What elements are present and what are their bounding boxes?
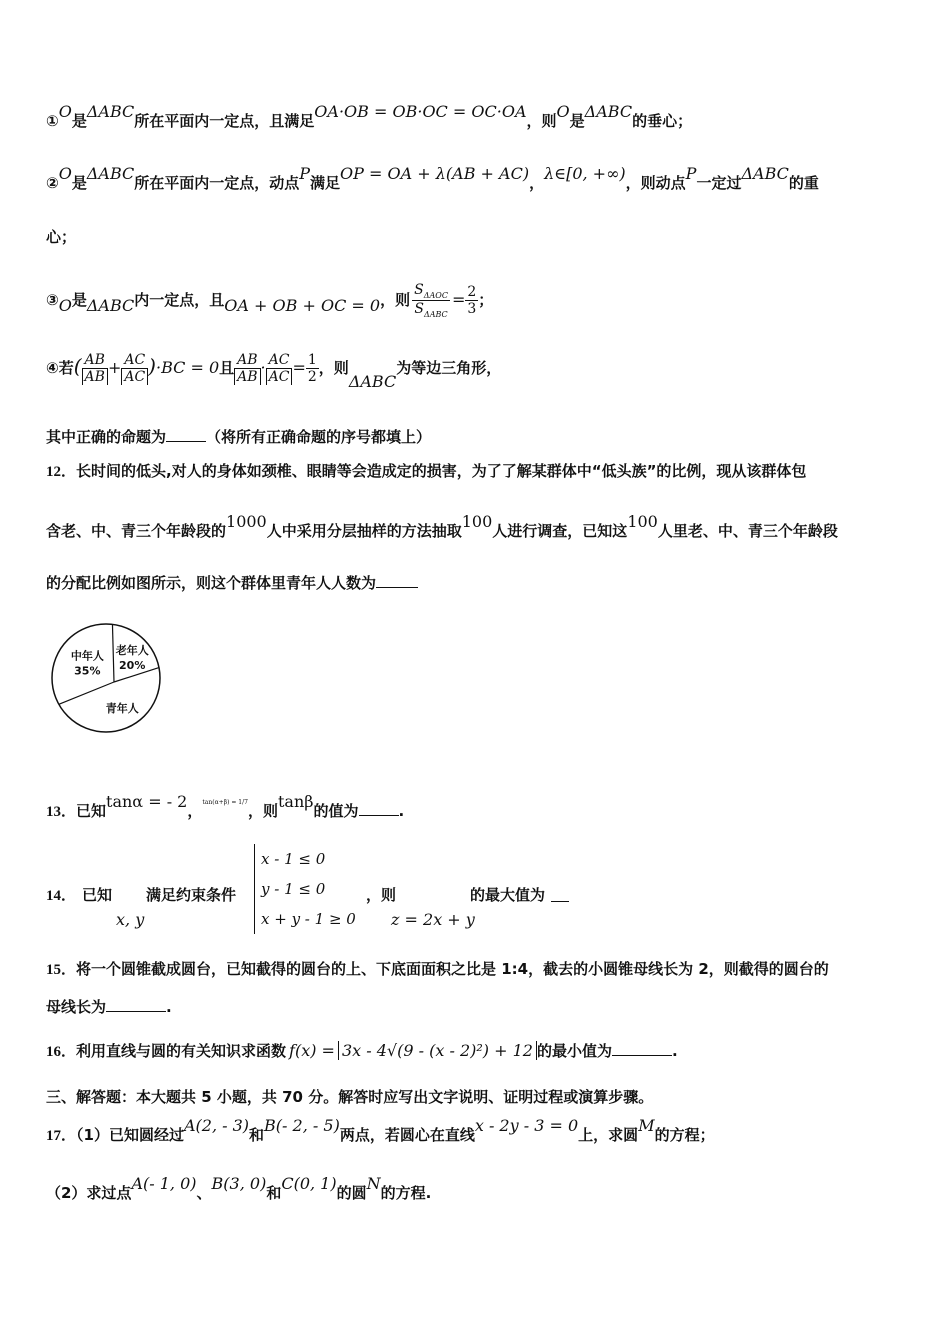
text: 人中采用分层抽样的方法抽取 [266,522,462,540]
text: 利用直线与圆的有关知识求函数 [76,1042,287,1060]
text: 的最小值为 [536,1042,612,1060]
text: . [166,998,172,1016]
text: （2）求过点 [46,1184,132,1202]
circle-m: M [638,1116,655,1135]
text: 、 [196,1184,212,1202]
text: 和 [249,1126,265,1144]
equals-sign: = [292,358,306,377]
text: ， [187,802,203,820]
q15-line1 [46,958,829,979]
text: AC [266,368,293,385]
question-number: 12． [46,464,77,480]
statement-3-mark: ③ [46,290,59,309]
text: 上，求圆 [578,1126,639,1144]
text: 内一定点，且 [134,290,225,309]
text: ，则 [526,112,557,130]
text: AB [234,368,260,385]
text: AB [82,368,108,385]
vector-sum-formula: OA + OB + OC = 0 [224,295,381,315]
q12-line1 [46,460,806,481]
statement-1-mark: ① [46,112,59,130]
triangle-abc: ΔABC [86,102,135,121]
text: . [671,1042,678,1060]
q15-line2 [46,996,172,1017]
triangle-abc: ΔABC [584,102,633,121]
line-equation: x - 2y - 3 = 0 [474,1116,579,1135]
answer-blank[interactable] [376,587,418,588]
text: AB [237,352,258,368]
point-o: O [556,102,570,121]
text: （1）已知圆经过 [76,1126,184,1144]
text: ，则动点 [625,174,686,192]
text: ，则 [247,802,278,820]
triangle-abc: ΔABC [348,372,397,391]
pie-outline [52,624,160,732]
pie-slice-label: 中年人 [70,649,104,663]
question-number: 14． [46,888,77,904]
triangle-abc: ΔABC [741,164,789,183]
text: 所在平面内一定点，动点 [134,174,300,192]
point-c: C(0, 1) [281,1174,337,1193]
text: 人进行调查，已知这 [492,522,628,540]
point-o: O [58,295,72,315]
statement-2-cont [46,226,76,247]
text: 的方程； [654,1126,715,1144]
tan-beta-formula: tanβ [277,792,314,811]
q16-line [46,1040,678,1061]
number-100: 100 [627,512,658,531]
pie-slice-percent: 35% [74,664,101,678]
text: ，则 [318,359,349,377]
text: 满足约束条件 [146,886,237,904]
circle-n: N [366,1174,381,1193]
q12-line2 [46,512,838,541]
pie-slice-label: 老年人 [115,644,149,658]
text: ，则 [366,886,397,904]
answer-blank[interactable] [359,815,399,816]
text: 的方程. [380,1184,432,1202]
text: 其中正确的命题为 [46,428,167,446]
text: 的重 [788,174,819,192]
text: 2 [307,369,317,385]
objective-function: z = 2x + y [391,910,475,929]
lambda-range: λ∈[0, +∞) [544,164,626,183]
text: 所在平面内一定点，且满足 [134,112,315,130]
triangle-abc: ΔABC [86,164,135,183]
age-pie-chart [50,622,170,742]
q12-line3 [46,572,418,593]
area-ratio-fraction [412,282,450,319]
text: 已知 [82,886,113,904]
text: 心； [46,228,77,246]
text: 母线长为 [46,998,107,1016]
function-expression: 3x - 4√(9 - (x - 2)²) + 12 [338,1041,537,1060]
text: 是 [71,112,87,130]
paren-close: ) [148,354,156,378]
number-100: 100 [461,512,493,531]
text: 为等边三角形， [396,359,502,377]
summary-line [46,426,431,447]
text: 是 [569,112,585,130]
point-p: P [299,164,311,183]
text: ΔABC [423,309,448,319]
question-number: 15． [46,962,77,978]
answer-blank[interactable] [551,884,569,902]
text: 的值为 [313,802,359,820]
text: ΔAOC [423,290,448,300]
statement-4-mark: ④ [46,359,59,377]
text: 1 [307,352,317,368]
text: S [414,282,424,298]
text: （将所有正确命题的序号都填上） [206,428,432,446]
point-b: B(3, 0) [211,1174,267,1193]
function-name: f(x) = [289,1041,335,1060]
text: 将一个圆锥截成圆台，已知截得的圆台的上、下底面面积之比是 1:4，截去的小圆锥母线长为 2，则截得的圆台的 [76,960,829,978]
number-1000: 1000 [226,512,267,531]
text: 是 [71,290,87,309]
text: ，则 [380,290,411,309]
point-a: A(2, - 3) [183,1116,250,1135]
answer-blank[interactable] [166,441,206,442]
point-b: B(- 2, - 5) [264,1116,340,1135]
vector-formula: OP = OA + λ(AB + AC) [340,164,530,183]
text: 的垂心； [632,112,693,130]
text: 3 [467,300,477,317]
text: AB [84,352,105,368]
statement-3 [46,282,493,319]
q17-line1 [46,1116,715,1145]
tan-sum-formula: tan(α+β) = 1/7 [202,799,248,806]
constraint-system [254,844,356,934]
constraint-2: y - 1 ≤ 0 [261,880,326,898]
text: 两点，若圆心在直线 [339,1126,475,1144]
text: 的圆 [336,1184,367,1202]
text: 人里老、中、青三个年龄段 [657,522,838,540]
text: 三、解答题：本大题共 5 小题，共 70 分。解答时应写出文字说明、证明过程或演算步骤。 [46,1088,654,1106]
point-p: P [685,164,697,183]
text: AC [268,352,290,368]
text: 的最大值为 [470,886,546,904]
half-fraction [306,352,319,385]
text: 含老、中、青三个年龄段的 [46,522,227,540]
statement-2 [46,164,819,193]
text: = [451,289,466,309]
pie-slice-percent: 20% [119,659,146,673]
text: 若 [58,359,74,377]
constraint-1: x - 1 ≤ 0 [261,850,326,868]
dot-bc-formula: ·BC = 0 [155,358,220,377]
question-number: 13． [46,804,77,820]
question-number: 17． [46,1128,77,1144]
q17-line2 [46,1174,432,1203]
plus-sign: + [107,358,122,377]
statement-1 [46,102,693,131]
tan-alpha-formula: tanα = - 2 [106,792,188,811]
text: 长时间的低头,对人的身体如颈椎、眼睛等会造成定的损害，为了了解某群体中“低头族”的比例，现从该群体包 [76,462,807,480]
text: 满足 [310,174,341,192]
question-number: 16． [46,1044,77,1060]
text: 已知 [76,802,107,820]
two-thirds-fraction [465,284,478,317]
constraint-3: x + y - 1 ≥ 0 [261,910,356,928]
unit-vector-ab-2 [234,352,260,385]
unit-vector-ac-2 [266,352,293,385]
paren-open: ( [73,354,82,378]
text: 一定过 [696,174,742,192]
text: 的分配比例如图所示，则这个群体里青年人人数为 [46,574,377,592]
unit-vector-ac [121,352,148,385]
text: AC [124,352,146,368]
section-header [46,1086,653,1107]
unit-vector-ab [82,352,108,385]
statement-4 [46,352,502,391]
triangle-abc: ΔABC [86,295,135,315]
statement-2-mark: ② [46,174,59,192]
text: 和 [266,1184,282,1202]
text: AC [121,368,148,385]
q13-line [46,792,405,821]
point-o: O [58,102,72,121]
point-a: A(- 1, 0) [131,1174,197,1193]
text: ； [478,290,494,309]
answer-blank[interactable] [612,1055,672,1056]
text: 2 [467,283,477,300]
text: ， [529,174,545,192]
text: 是 [71,174,87,192]
pie-slice-label: 青年人 [105,701,139,715]
text: 且 [219,359,235,377]
dot-product-formula: OA·OB = OB·OC = OC·OA [314,102,527,121]
variables-xy: x, y [116,910,145,929]
answer-blank[interactable] [106,1011,166,1012]
dot-sign: · [260,358,266,377]
text: S [414,300,424,317]
text: . [398,802,405,820]
point-o: O [58,164,72,183]
